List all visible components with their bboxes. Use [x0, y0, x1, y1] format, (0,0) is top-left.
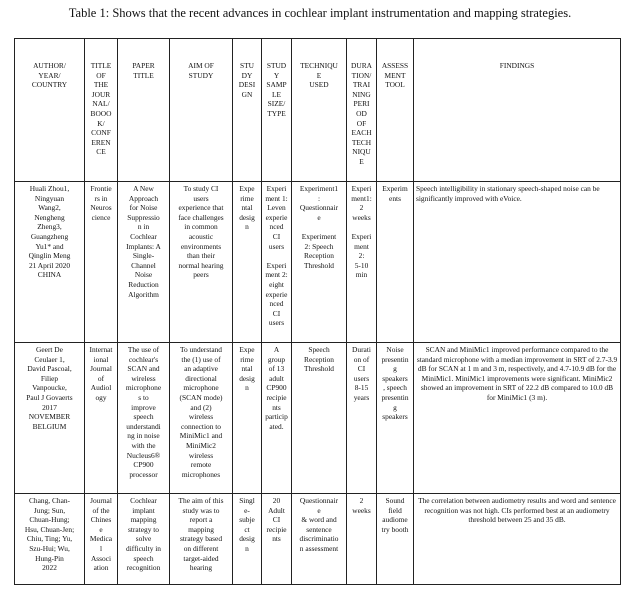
cell-text-line: wireless [188, 450, 214, 460]
cell-text-line: OF [96, 70, 106, 80]
cell-text-line: users [268, 318, 285, 328]
cell-text-line: GN [241, 89, 253, 99]
cell-text-line: Neuros [90, 203, 112, 213]
cell-text-line: group [267, 354, 286, 364]
cell-assessment-tool [377, 182, 414, 343]
cell-text-line: Filiep [40, 373, 59, 383]
cell-text-line: Cochlear [130, 231, 157, 241]
cell-text-line: ment 1: [265, 193, 288, 203]
cell-text-line: ment1: [351, 193, 372, 203]
cell-text-line: SCAN and [127, 364, 160, 374]
cell-text-line: (SCAN mode) [179, 392, 223, 402]
cell-text-line: wireless [188, 412, 214, 422]
cell-text-line: Experiment [301, 231, 337, 241]
cell-text-line: ated. [269, 421, 284, 431]
cell-text-line: experie [265, 289, 288, 299]
cell-text-line: environments [180, 241, 222, 251]
cell-text-line: EACH [351, 128, 372, 138]
cell-text-line: Experi [266, 184, 287, 193]
cell-author [15, 343, 85, 494]
cell-text-line: study was to [182, 505, 220, 515]
cell-text-line: OF [356, 118, 367, 128]
cell-text-line: TRAI [352, 80, 371, 90]
cell-title [118, 343, 170, 494]
cell-text-line: sentence [306, 524, 332, 534]
cell-text-line: Szu-Hui; Wu, [29, 543, 70, 553]
cell-text-line: hearing [189, 563, 213, 573]
cell-sample [262, 182, 292, 343]
cell-text-line: BOOO [90, 108, 112, 118]
cell-text-line: e [99, 524, 103, 534]
cell-text-line: ng in noise [127, 431, 160, 441]
cell-text-line: SIZE/ [267, 99, 286, 109]
cell-text-line: wireless [131, 373, 156, 383]
cell-text-line: Associ [90, 553, 112, 563]
cell-text-line: normal hearing [178, 260, 224, 270]
cell-text-line: 2017 [42, 402, 57, 412]
cell-text-line: TECHNIQU [300, 61, 338, 70]
cell-text-line: MENT [384, 70, 406, 80]
cell-text-line: experie [265, 212, 288, 222]
cell-text-line: g [393, 402, 397, 412]
cell-text-line: implant [132, 505, 155, 515]
cell-text-line: Ningyuan [34, 193, 65, 203]
cell-text-line: DY [241, 70, 253, 80]
cell-text-line: CI [357, 364, 366, 374]
cell-text-line: 21 April 2020 [28, 260, 71, 270]
cell-text-line: Experi [351, 231, 372, 241]
cell-text-line: 2: [358, 251, 365, 261]
cell-text-line: rime [240, 193, 254, 203]
cell-text-line: Vanpoucke, [32, 383, 67, 393]
cell-text-line: and (2) [190, 402, 212, 412]
cell-text-line: n assessment [299, 543, 339, 553]
cell-text-line: A [273, 345, 280, 354]
header-assessment-tool [377, 39, 414, 182]
cell-text-line: ment [354, 241, 369, 251]
cell-text-line: connection to [180, 421, 222, 431]
cell-text-line: & word and [301, 515, 337, 525]
cell-text-line: rime [240, 354, 254, 364]
cell-text-line: Reduction [128, 279, 159, 289]
cell-text-line: difficulty in [126, 543, 161, 553]
cell-text-line: mapping [188, 524, 214, 534]
cell-text-line: min [355, 270, 368, 280]
header-aim [170, 39, 233, 182]
cell-text-line: Nengheng [34, 212, 65, 222]
table-row [15, 182, 621, 343]
cell-text-line: Hsu, Chuan-Jen; [24, 524, 75, 534]
cell-text-line: 20 [272, 496, 281, 505]
cell-findings: The correlation between audiometry results and word and sentence recognition was not high. CIs performed best at an audiometry threshold between 25 and 35 dB. [414, 494, 621, 585]
cell-text-line: l [99, 543, 103, 553]
cell-text-line: Journal [90, 496, 112, 505]
cell-text-line: Algorithm [128, 289, 159, 299]
cell-text-line: Chines [90, 515, 112, 525]
cell-text-line: E [359, 156, 364, 166]
table-caption: Table 1: Shows that the recent advances in cochlear implant instrumentation and mapping strategies. [68, 6, 572, 20]
cell-text-line: : [317, 193, 321, 203]
cell-text-line: Durati [352, 345, 371, 354]
cell-text-line: Paul J Govaerts [26, 392, 73, 402]
cell-text-line: 8-15 [354, 383, 369, 393]
cell-text-line: DESI [238, 80, 256, 90]
cell-text-line: K/ [97, 118, 105, 128]
cell-text-line: Threshold [304, 364, 334, 374]
cell-text-line: JOUR [91, 89, 111, 99]
cell-text-line: recognition [126, 563, 161, 573]
header-sample [262, 39, 292, 182]
cell-text-line: nced [269, 299, 284, 309]
cell-text-line: in common [184, 222, 218, 232]
cell-text-line: Expe [239, 345, 255, 354]
header-technique [292, 39, 347, 182]
cell-text-line: Channel [131, 260, 156, 270]
cell-text-line: Single- [132, 251, 155, 261]
cell-text-line: presentin [381, 392, 409, 402]
header-paper-title [118, 39, 170, 182]
cell-text-line: nts [272, 402, 281, 412]
cell-text-line: Hung-Pin [35, 553, 64, 563]
cell-text-line: Chuan-Hung; [29, 515, 70, 525]
cell-text-line: nced [269, 222, 284, 232]
cell-text-line: A New [133, 184, 154, 193]
cell-text-line: of 13 [268, 364, 285, 374]
cell-text-line: , speech [383, 383, 407, 393]
cell-text-line: Suppressio [127, 212, 160, 222]
cell-text-line: Expe [239, 184, 255, 193]
cell-text-line: e [317, 212, 321, 222]
cell-text-line: processor [129, 469, 158, 479]
cell-journal [85, 494, 118, 585]
cell-text-line: TION/ [351, 70, 372, 80]
cell-text-line: desig [239, 212, 255, 222]
cell-text-line: recipie [266, 392, 287, 402]
cell-text-line: users [193, 193, 209, 203]
cell-text-line: Medica [89, 534, 113, 544]
cell-text-line: directional [185, 373, 217, 383]
cell-text-line: To study CI [183, 184, 219, 193]
cell-text-line: To understand [180, 345, 222, 354]
cell-text-line: STUDY [188, 70, 214, 80]
cell-text-line: 2: Speech [304, 241, 334, 251]
cell-text-line: n [245, 543, 249, 553]
cell-text-line: s to [138, 392, 149, 402]
cell-text-line: E [316, 70, 322, 80]
cell-text-line: report a [189, 515, 213, 525]
cell-text-line: CONF [91, 128, 111, 138]
cell-text-line: weeks [352, 505, 371, 515]
cell-text-line: microphone [125, 383, 162, 393]
cell-text-line: Chiu, Ting; Yu, [26, 534, 73, 544]
findings-table [14, 38, 621, 585]
cell-author [15, 182, 85, 343]
cell-text-line: Experiment1 [299, 184, 339, 193]
cell-text-line: ents [389, 193, 401, 203]
cell-text-line: peers [193, 270, 209, 280]
cell-text-line: understandi [126, 421, 161, 431]
cell-text-line: MiniMic1 and [179, 431, 223, 441]
cell-text-line: Speech [308, 345, 330, 354]
cell-aim [170, 343, 233, 494]
cell-text-line: LE [271, 89, 282, 99]
cell-text-line: The use of [127, 345, 160, 354]
cell-text-line: experience that [178, 203, 224, 213]
cell-text-line: eight [269, 279, 284, 289]
cell-text-line: Guangzheng [30, 231, 69, 241]
cell-text-line: Frontie [90, 184, 112, 193]
cell-text-line: Ceulaer 1, [34, 354, 65, 364]
cell-sample [262, 494, 292, 585]
header-author [15, 39, 85, 182]
cell-text-line: of [97, 373, 105, 383]
cell-text-line: Zheng3, [37, 222, 62, 232]
cell-technique [292, 494, 347, 585]
cell-text-line: the (1) use of [181, 354, 221, 364]
cell-text-line: e- [244, 505, 250, 515]
cell-text-line: speakers [382, 373, 408, 383]
cell-sample [262, 343, 292, 494]
cell-text-line: desig [239, 534, 255, 544]
cell-text-line: subje [239, 515, 255, 525]
cell-text-line: nts [272, 534, 281, 544]
cell-text-line: 2 [359, 496, 364, 505]
cell-text-line: than their [186, 251, 216, 261]
cell-text-line: CI [272, 515, 281, 525]
cell-duration [347, 343, 377, 494]
cell-text-line: CI [272, 308, 281, 318]
cell-text-line: Huali Zhou1, [29, 184, 70, 193]
cell-aim [170, 494, 233, 585]
cell-text-line: YEAR/ [38, 70, 61, 80]
table-row [15, 343, 621, 494]
cell-duration [347, 182, 377, 343]
cell-assessment-tool [377, 343, 414, 494]
cell-duration [347, 494, 377, 585]
cell-text-line: Adult [268, 505, 285, 515]
cell-text-line: Approach [128, 193, 159, 203]
cell-text-line: strategy based [179, 534, 223, 544]
cell-text-line: Experim [382, 184, 408, 193]
cell-text-line: TITLE [90, 61, 112, 70]
cell-text-line: Y [273, 70, 280, 80]
cell-text-line: Yu1* and [35, 241, 64, 251]
cell-text-line: TECH [351, 137, 372, 147]
cell-text-line: try booth [381, 524, 409, 534]
cell-text-line: Noise [386, 345, 404, 354]
cell-text-line: weeks [352, 212, 371, 222]
cell-text-line: ct [244, 524, 250, 534]
cell-text-line: ntal [241, 364, 253, 374]
cell-text-line: USED [309, 80, 329, 90]
cell-text-line: ogy [95, 392, 107, 402]
cell-journal [85, 182, 118, 343]
cell-text-line: Questionnair [299, 203, 339, 213]
cell-text-line: g [393, 364, 397, 374]
cell-text-line: mapping [130, 515, 157, 525]
cell-text-line: Leven [267, 203, 286, 213]
cell-text-line: OD [356, 108, 367, 118]
cell-text-line: TYPE [267, 108, 286, 118]
cell-text-line: Chang, Chan- [28, 496, 71, 505]
cell-text-line: presentin [381, 354, 409, 364]
cell-text-line: FINDINGS [499, 61, 535, 70]
cell-text-line: EREN [91, 137, 111, 147]
header-duration [347, 39, 377, 182]
cell-text-line: AIM OF [188, 61, 214, 70]
cell-text-line: users [268, 241, 285, 251]
cell-text-line: STU [240, 61, 254, 70]
cell-text-line: Implants: A [126, 241, 161, 251]
cell-title [118, 182, 170, 343]
cell-text-line: years [353, 392, 370, 402]
cell-text-line: Internat [89, 345, 113, 354]
cell-text-line: rs in [94, 193, 108, 203]
cell-text-line: CE [96, 147, 106, 157]
cell-text-line: NING [352, 89, 371, 99]
cell-text-line: Reception [304, 251, 334, 261]
cell-text-line: Reception [304, 354, 334, 364]
cell-text-line: BELGIUM [32, 421, 67, 431]
cell-journal [85, 343, 118, 494]
cell-text-line: Journal [90, 364, 112, 374]
cell-text-line: speech [133, 412, 154, 422]
cell-text-line: ional [93, 354, 109, 364]
cell-text-line: CI [272, 231, 281, 241]
cell-text-line: PAPER [132, 61, 155, 70]
cell-text-line: cience [91, 212, 111, 222]
cell-text-line: speech [133, 553, 154, 563]
cell-text-line: Noise [134, 270, 153, 280]
cell-text-line: discriminatio [299, 534, 339, 544]
cell-text-line: remote [190, 460, 212, 470]
cell-text-line: of the [92, 505, 110, 515]
header-row [15, 39, 621, 182]
cell-text-line: DURA [351, 61, 372, 70]
cell-text-line: TOOL [385, 80, 405, 90]
cell-text-line: Qinglin Meng [28, 251, 71, 261]
cell-text-line: n in [137, 222, 150, 232]
cell-text-line: ment 2: [265, 270, 288, 280]
cell-text-line: an adaptive [184, 364, 218, 374]
cell-text-line: field [388, 505, 402, 515]
cell-text-line: 5-10 [354, 260, 369, 270]
cell-text-line: solve [135, 534, 152, 544]
cell-text-line: PERI [353, 99, 370, 109]
cell-text-line: CP900 [133, 460, 154, 470]
cell-text-line: Geert De [36, 345, 63, 354]
cell-text-line: audiome [382, 515, 408, 525]
cell-text-line: Experi [266, 260, 287, 270]
cell-text-line: AUTHOR/ [33, 61, 66, 70]
cell-text-line: Wang2, [38, 203, 61, 213]
cell-text-line: cochlear's [128, 354, 159, 364]
header-findings [414, 39, 621, 182]
cell-text-line: adult [269, 373, 284, 383]
cell-text-line: with the [131, 440, 156, 450]
cell-text-line: Questionnair [299, 496, 339, 505]
cell-text-line: Threshold [304, 260, 334, 270]
cell-text-line: recipie [266, 524, 287, 534]
cell-text-line: Sound [385, 496, 405, 505]
cell-design [233, 182, 262, 343]
cell-aim [170, 182, 233, 343]
cell-text-line: Singl [239, 496, 255, 505]
cell-text-line: particip [265, 412, 288, 422]
table-row [15, 494, 621, 585]
cell-text-line: on different [183, 543, 219, 553]
cell-findings: SCAN and MiniMic1 improved performance compared to the standard microphone with a median improvement in SRT of 2.7-3.9 dB for SCAN at 1 m and 3 m, respectively, and 4.7-10.9 dB for the MiniMic1. MiniMic1 improvements were significant. MiniMic2 showed an improvement in SRT of 22.2 dB compared to 10.0 dB for MiniMic1 (3 m). [414, 343, 621, 494]
cell-assessment-tool [377, 494, 414, 585]
cell-text-line: target-aided [183, 553, 219, 563]
header-design [233, 39, 262, 182]
cell-text-line: for Noise [129, 203, 158, 213]
cell-text-line: ation [93, 563, 109, 573]
cell-text-line: CHINA [37, 270, 62, 280]
cell-design [233, 494, 262, 585]
cell-text-line: n [245, 383, 249, 393]
cell-text-line: TITLE [133, 70, 154, 80]
cell-text-line: n [245, 222, 249, 232]
cell-text-line: MiniMic2 [186, 440, 216, 450]
cell-text-line: on of [353, 354, 370, 364]
cell-author [15, 494, 85, 585]
cell-text-line: STUD [266, 61, 287, 70]
cell-text-line: desig [239, 373, 255, 383]
cell-text-line: improve [131, 402, 156, 412]
cell-title [118, 494, 170, 585]
cell-text-line: The aim of this [178, 496, 224, 505]
cell-text-line: COUNTRY [31, 80, 68, 90]
cell-text-line: microphone [183, 383, 219, 393]
cell-text-line: Nucleus6® [126, 450, 161, 460]
cell-text-line: acoustic [188, 231, 214, 241]
cell-text-line: CP900 [266, 383, 287, 393]
cell-text-line: NAL/ [92, 99, 110, 109]
cell-text-line: 2 [359, 203, 364, 213]
cell-design [233, 343, 262, 494]
cell-text-line: THE [93, 80, 109, 90]
cell-text-line: Experi [351, 184, 372, 193]
cell-text-line: face challenges [178, 212, 224, 222]
cell-text-line: ASSESS [381, 61, 409, 70]
cell-text-line: Jung; Sun, [33, 505, 66, 515]
cell-text-line: speakers [382, 412, 408, 422]
cell-findings: Speech intelligibility in stationary speech-shaped noise can be significantly improved with eVoice. [414, 182, 621, 343]
cell-text-line: e [317, 505, 321, 515]
cell-technique [292, 343, 347, 494]
cell-text-line: NOVEMBER [28, 412, 71, 422]
header-journal [85, 39, 118, 182]
cell-text-line: Cochlear [130, 496, 157, 505]
cell-text-line: strategy to [128, 524, 159, 534]
cell-text-line: Audiol [90, 383, 112, 393]
cell-text-line: microphones [181, 469, 221, 479]
cell-text-line: users [353, 373, 370, 383]
cell-text-line: ntal [241, 203, 253, 213]
cell-text-line: SAMP [266, 80, 287, 90]
cell-text-line: David Pascoal, [27, 364, 72, 374]
cell-text-line: NIQU [352, 147, 371, 157]
cell-technique [292, 182, 347, 343]
cell-text-line: 2022 [42, 563, 57, 573]
